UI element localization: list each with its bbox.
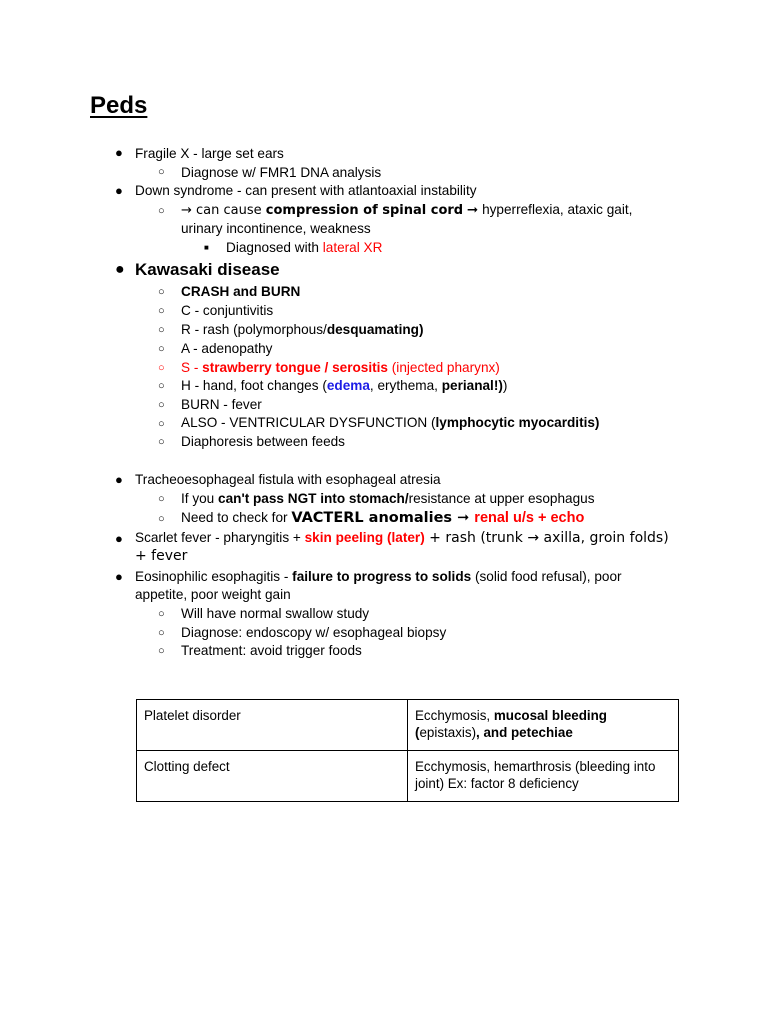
circle-bullet-icon: ○: [158, 380, 165, 392]
circle-bullet-icon: ○: [158, 436, 165, 448]
page-title: Peds: [90, 92, 148, 119]
circle-bullet-icon: ○: [158, 608, 165, 620]
circle-bullet-icon: ○: [158, 343, 165, 355]
kawasaki-r: R - rash (polymorphous/desquamating): [181, 322, 424, 337]
down-syndrome-diagnosis: Diagnosed with lateral XR: [226, 240, 383, 255]
eoe-diagnosis: Diagnose: endoscopy w/ esophageal biopsy: [181, 625, 447, 640]
down-syndrome-item: Down syndrome - can present with atlantoaxial instability: [135, 183, 477, 198]
eoe-item: Eosinophilic esophagitis - failure to progress to solids (solid food refusal), poor: [135, 569, 622, 584]
bullet-icon: ●: [115, 472, 123, 487]
kawasaki-h: H - hand, foot changes (edema, erythema, perianal!)): [181, 378, 508, 393]
table-cell: Ecchymosis, mucosal bleeding (epistaxis), and petechiae: [408, 700, 679, 751]
table-row: [137, 700, 679, 751]
circle-bullet-icon: ○: [158, 493, 165, 505]
bullet-icon: ●: [115, 183, 123, 198]
table-cell: Ecchymosis, hemarthrosis (bleeding into joint) Ex: factor 8 deficiency: [408, 751, 679, 802]
kawasaki-s: S - strawberry tongue / serositis (injected pharynx): [181, 360, 500, 375]
table-cell: Clotting defect: [137, 751, 408, 802]
circle-bullet-icon: ○: [158, 627, 165, 639]
kawasaki-c: C - conjuntivitis: [181, 303, 274, 318]
bleeding-comparison-table: [136, 699, 679, 802]
table-row: [137, 751, 679, 802]
down-syndrome-complication: → can cause compression of spinal cord ➞ hyperreflexia, ataxic gait,: [181, 202, 633, 218]
kawasaki-heading: Kawasaki disease: [135, 260, 280, 279]
circle-bullet-icon: ○: [158, 205, 165, 217]
eoe-treatment: Treatment: avoid trigger foods: [181, 643, 362, 658]
kawasaki-mnemonic: CRASH and BURN: [181, 284, 301, 299]
eoe-item-cont: appetite, poor weight gain: [135, 587, 291, 602]
fragile-x-item: Fragile X - large set ears: [135, 146, 284, 161]
circle-bullet-icon: ○: [158, 324, 165, 336]
tef-item: Tracheoesophageal fistula with esophageal atresia: [135, 472, 441, 487]
bullet-icon: ●: [115, 145, 123, 160]
circle-bullet-icon: ○: [158, 362, 165, 374]
bullet-icon: ●: [115, 531, 123, 546]
fragile-x-diagnosis: Diagnose w/ FMR1 DNA analysis: [181, 165, 382, 180]
kawasaki-also: ALSO - VENTRICULAR DYSFUNCTION (lymphocytic myocarditis): [181, 415, 600, 430]
table-cell: Platelet disorder: [137, 700, 408, 751]
scarlet-fever-cont: + fever: [135, 548, 188, 564]
bullet-icon: ●: [115, 261, 125, 278]
tef-ngt: If you can't pass NGT into stomach/resistance at upper esophagus: [181, 491, 595, 506]
kawasaki-burn: BURN - fever: [181, 397, 262, 412]
circle-bullet-icon: ○: [158, 166, 165, 178]
kawasaki-a: A - adenopathy: [181, 341, 273, 356]
tef-vacterl: Need to check for VACTERL anomalies ➞ renal u/s + echo: [181, 510, 585, 526]
scarlet-fever-item: Scarlet fever - pharyngitis + skin peeling (later) + rash (trunk → axilla, groin folds): [135, 530, 669, 546]
bullet-icon: ●: [115, 569, 123, 584]
circle-bullet-icon: ○: [158, 399, 165, 411]
eoe-swallow-study: Will have normal swallow study: [181, 606, 370, 621]
circle-bullet-icon: ○: [158, 513, 165, 525]
circle-bullet-icon: ○: [158, 645, 165, 657]
kawasaki-diaphoresis: Diaphoresis between feeds: [181, 434, 345, 449]
square-bullet-icon: ■: [204, 243, 209, 252]
circle-bullet-icon: ○: [158, 286, 165, 298]
circle-bullet-icon: ○: [158, 418, 165, 430]
circle-bullet-icon: ○: [158, 305, 165, 317]
down-syndrome-complication-cont: urinary incontinence, weakness: [181, 221, 371, 236]
